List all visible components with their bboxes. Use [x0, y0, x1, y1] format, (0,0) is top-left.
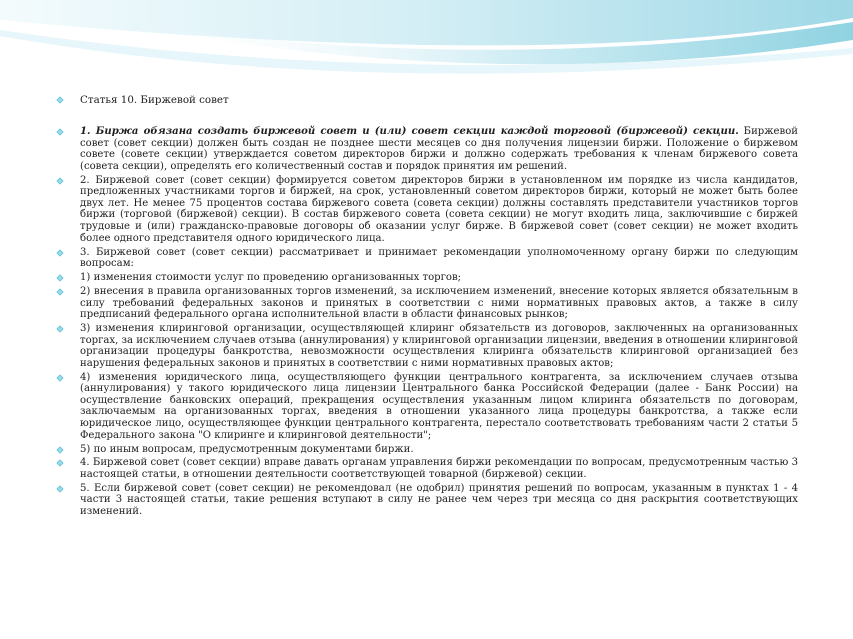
item-text: 3. Биржевой совет (совет секции) рассматривает и принимает рекомендации уполномоченному органу биржи по следующим вопросам:	[80, 246, 798, 270]
list-item	[56, 286, 798, 321]
item-text: 2) внесения в правила организованных торгов изменений, за исключением изменений, внесение которых является обязательным в силу требований федеральных законов и принятых в соответствии с ними нормативных правовых актов, а также в силу предписаний федерального органа исполнительной власти в области финансовых рынков;	[80, 285, 798, 321]
item-text: 4. Биржевой совет (совет секции) вправе давать органам управления биржи рекомендации по вопросам, предусмотренным частью 3 настоящей статьи, в отношении деятельности соответствующей товарной (биржевой) секции.	[80, 457, 798, 480]
bullet-icon	[56, 128, 64, 136]
item-text: 1) изменения стоимости услуг по проведению организованных торгов;	[80, 272, 462, 284]
bullet-icon	[56, 249, 64, 257]
list-item	[56, 444, 798, 456]
article-title-row	[56, 94, 798, 107]
item-text: 4) изменения юридического лица, осуществляющего функции центрального контрагента, за исключением случаев отзыва (аннулирования) у такого юридического лица лицензии Центрального банка Российской Федерации (далее - Банк России) на осуществление банковских операций, прекращения осуществления указанным лицом клиринга обязательств по договорам, заключаемым на организованных торгах, введения в отношении указанного лица процедуры банкротства, а также если юридическое лицо, осуществляющее функции центрального контрагента, перестало соответствовать требованиям части 2 статьи 5 Федерального закона "О клиринге и клиринговой деятельности";	[80, 371, 798, 441]
bullet-icon	[56, 274, 64, 282]
slide-content	[56, 94, 798, 520]
list-item	[56, 372, 798, 442]
bullet-icon	[56, 485, 64, 493]
list-item	[56, 323, 798, 369]
bullet-icon	[56, 446, 64, 454]
list-item	[56, 126, 798, 172]
bullet-icon	[56, 96, 64, 104]
bullet-icon	[56, 177, 64, 185]
bullet-icon	[56, 459, 64, 467]
item-text: Биржевой совет (совет секции) должен быть создан не позднее шести месяцев со дня получения лицензии биржи. Положение о биржевом совете (совете секции) утверждается советом директоров биржи и должно содержать требования к членам биржевого совета (совета секции), определять его количественный состав и порядок принятия им решений.	[80, 126, 799, 172]
item-text: 5. Если биржевой совет (совет секции) не рекомендовал (не одобрил) принятия решений по вопросам, указанным в пунктах 1 - 4 части 3 настоящей статьи, такие решения вступают в силу не ранее чем через три месяца со дня раскрытия соответствующих изменений.	[80, 482, 798, 518]
item-text: 3) изменения клиринговой организации, осуществляющей клиринг обязательств из договоров, заключенных на организованных торгах, за исключением случаев отзыва (аннулирования) у клиринговой организации лицензии, введения в отношении клиринговой организации процедуры банкротства, невозможности осуществления клиринга обязательств клиринговой организацией без нарушения федеральных законов и принятых в соответствии с ними нормативных правовых актов;	[80, 322, 798, 369]
list-item	[56, 272, 798, 284]
list-item	[56, 483, 798, 518]
list-item	[56, 457, 798, 480]
header-swoosh-decoration	[0, 0, 853, 90]
list-item	[56, 247, 798, 270]
bullet-icon	[56, 288, 64, 296]
item-lead-text: 1. Биржа обязана создать биржевой совет и (или) совет секции каждой торговой (биржевой) секции.	[80, 126, 739, 137]
item-text: 5) по иным вопросам, предусмотренным документами биржи.	[80, 443, 414, 455]
bullet-icon	[56, 325, 64, 333]
list-item	[56, 175, 798, 245]
bullet-icon	[56, 374, 64, 382]
article-items-list	[56, 126, 798, 518]
item-text: 2. Биржевой совет (совет секции) формируется советом директоров биржи в установленном им порядке из числа кандидатов, предложенных участниками торгов и биржей, на срок, установленный советом директоров биржи, который не может быть более двух лет. Не менее 75 процентов состава биржевого совета (совета секции) должны составлять представители участников торгов биржи (торговой (биржевой) секции). В состав биржевого совета (совета секции) не могут входить лица, заключившие с биржей трудовые и (или) гражданско-правовые договоры об оказании услуг бирже. В биржевой совет (совет секции) не может входить более одного представителя одного юридического лица.	[80, 174, 798, 244]
article-title: Статья 10. Биржевой совет	[80, 94, 229, 106]
